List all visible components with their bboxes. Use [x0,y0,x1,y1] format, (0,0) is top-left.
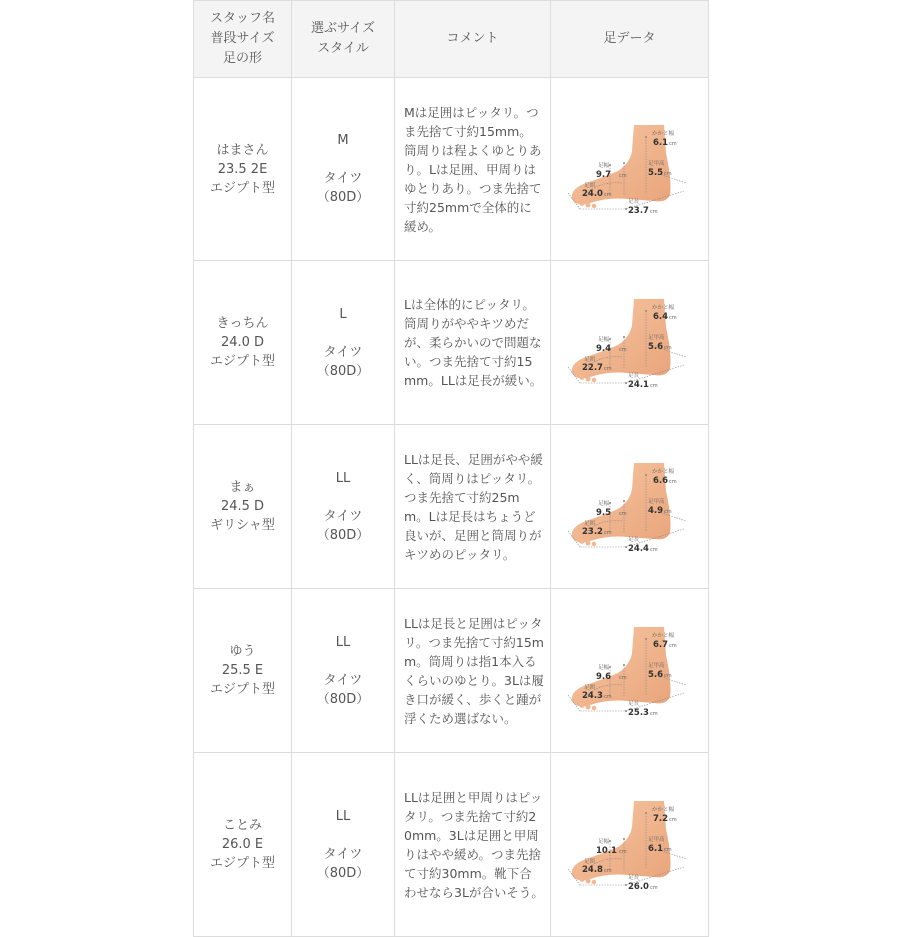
foot-width-value: 9.4 [595,343,611,354]
foot-width-value: 9.5 [595,507,611,518]
foot-diagram [568,461,692,553]
girth-value: 24.0 [581,189,603,199]
staff-cell [194,425,292,589]
size-cell [292,589,395,753]
length-label: 足長 [627,536,639,543]
heel-width-unit: cm [668,816,677,823]
header-foot-data: 足データ [551,1,709,78]
girth-unit: cm [603,693,612,700]
heel-width-value: 6.7 [652,639,668,650]
staff-cell [194,753,292,937]
instep-value: 5.6 [647,341,663,352]
girth-label: 足囲 [583,520,595,527]
table-row [194,589,709,753]
length-unit: cm [649,382,658,389]
chosen-size: LL [335,808,351,824]
length-unit: cm [649,884,658,891]
length-unit: cm [649,710,658,717]
girth-value: 22.7 [581,362,603,373]
foot-data-cell [551,78,709,261]
instep-label: 足甲高 [647,498,665,505]
length-label: 足長 [627,700,639,707]
heel-width-label: かかと幅 [651,806,674,813]
length-unit: cm [649,546,658,553]
girth-value: 24.8 [581,864,603,875]
table-row [194,78,709,261]
table-row [194,425,709,589]
girth-label: 足囲 [583,858,595,865]
girth-unit: cm [603,192,612,198]
header-staff-line2: 普段サイズ [210,31,275,46]
comment-cell: Lは全体的にピッタリ。筒周りがややキツめだが、柔らかいので問題ない。つま先捨て寸約15mm。LLは足長が緩い。 [395,261,551,425]
heel-width-label: かかと幅 [651,304,674,311]
length-unit: cm [649,209,658,215]
size-comparison-table [193,0,709,937]
header-staff-line1: スタッフ名 [209,11,275,26]
foot-data-cell [551,261,709,425]
foot-diagram [568,625,692,717]
style-name: タイツ [323,508,363,524]
instep-value: 4.9 [647,505,663,516]
instep-value: 5.5 [647,168,663,178]
girth-value: 23.2 [581,526,603,537]
header-row [194,1,709,78]
usual-size: 24.0 D [220,335,265,350]
heel-width-unit: cm [668,478,677,485]
usual-size: 23.5 2E [217,161,268,177]
foot-data-cell [551,425,709,589]
foot-width-label: 足幅 [597,336,609,343]
comment-cell: LLは足長、足囲がやや緩く、筒周りはピッタリ。つま先捨て寸約25mm。Lは足長はちょうど良いが、足囲と筒周りがキツめのピッタリ。 [395,425,551,589]
instep-unit: cm [663,672,672,679]
denier: （80D） [316,691,370,707]
staff-name: きっちん [216,316,269,331]
style-name: タイツ [323,672,363,688]
chosen-size: LL [335,470,351,486]
size-cell [292,425,395,589]
foot-width-value: 10.1 [595,845,617,856]
heel-width-label: かかと幅 [651,131,674,137]
instep-label: 足甲高 [647,161,665,167]
heel-width-value: 6.1 [652,138,668,148]
staff-cell [194,78,292,261]
girth-unit: cm [603,365,612,372]
staff-cell [194,261,292,425]
foot-shape: エジプト型 [209,856,275,871]
usual-size: 26.0 E [221,837,264,852]
header-comment: コメント [395,1,551,78]
foot-shape: ギリシャ型 [210,518,275,533]
header-size-line2: スタイル [317,41,369,56]
staff-name: ゆう [229,644,256,659]
chosen-size: L [339,306,347,322]
length-label: 足長 [627,874,639,881]
header-staff-line3: 足の形 [222,51,262,66]
size-cell [292,753,395,937]
table-row [194,753,709,937]
girth-label: 足囲 [583,684,595,691]
instep-unit: cm [663,508,672,515]
heel-width-value: 6.6 [652,475,668,486]
comment-cell: LLは足囲と甲周りはピッタリ。つま先捨て寸約20mm。3Lは足囲と甲周りはやや緩め。つま先捨て寸約30mm。靴下合わせなら3Lが合いそう。 [395,753,551,937]
heel-width-unit: cm [668,141,677,147]
staff-name: まぁ [229,480,256,495]
size-cell [292,261,395,425]
denier: （80D） [316,363,370,379]
foot-data-cell [551,589,709,753]
foot-width-unit: cm [618,173,627,179]
staff-cell [194,589,292,753]
denier: （80D） [316,527,370,543]
style-name: タイツ [323,344,363,360]
instep-unit: cm [663,344,672,351]
heel-width-label: かかと幅 [651,632,674,639]
foot-shape: エジプト型 [209,682,275,697]
foot-diagram [568,297,692,389]
foot-width-unit: cm [618,674,627,681]
staff-name: はまさん [216,142,269,158]
foot-diagram [568,123,692,215]
length-value: 24.4 [627,543,649,553]
length-label: 足長 [627,199,639,205]
foot-width-value: 9.6 [595,671,611,682]
foot-width-unit: cm [618,510,627,517]
heel-width-value: 7.2 [652,813,668,824]
foot-width-unit: cm [618,848,627,855]
instep-label: 足甲高 [647,334,665,341]
denier: （80D） [316,865,370,881]
length-value: 26.0 [627,881,649,891]
usual-size: 25.5 E [221,663,264,678]
heel-width-value: 6.4 [652,311,668,322]
girth-label: 足囲 [583,356,595,363]
staff-name: ことみ [222,818,262,833]
header-size-line1: 選ぶサイズ [311,21,375,36]
foot-width-unit: cm [618,346,627,353]
girth-unit: cm [603,529,612,536]
usual-size: 24.5 D [220,499,265,514]
instep-label: 足甲高 [647,662,665,669]
foot-width-label: 足幅 [597,500,609,507]
foot-width-label: 足幅 [597,163,609,169]
header-staff [194,1,292,78]
chosen-size: LL [335,634,351,650]
foot-data-cell [551,753,709,937]
instep-value: 6.1 [647,843,663,854]
foot-shape: エジプト型 [209,354,275,369]
length-value: 23.7 [627,206,649,215]
comment-cell: LLは足長と足囲はピッタリ。つま先捨て寸約15mm。筒周りは指1本入るくらいのゆとり。3Lは履き口が緩く、歩くと踵が浮くため選ばない。 [395,589,551,753]
comment-cell: Mは足囲はピッタリ。つま先捨て寸約15mm。筒周りは程よくゆとりあり。Lは足囲、甲周りはゆとりあり。つま先捨て寸約25mmで全体的に緩め。 [395,78,551,261]
girth-label: 足囲 [583,183,595,189]
length-value: 25.3 [627,707,649,717]
foot-width-label: 足幅 [597,664,609,671]
header-size [292,1,395,78]
foot-diagram [568,799,692,891]
instep-value: 5.6 [647,669,663,680]
foot-width-label: 足幅 [597,838,609,845]
size-cell [292,78,395,261]
denier: （80D） [316,190,370,205]
instep-unit: cm [663,846,672,853]
chosen-size: M [337,133,349,148]
style-name: タイツ [323,171,363,186]
heel-width-unit: cm [668,642,677,649]
table-row [194,261,709,425]
girth-unit: cm [603,867,612,874]
style-name: タイツ [323,846,363,862]
foot-width-value: 9.7 [595,170,611,180]
instep-unit: cm [663,171,672,177]
length-value: 24.1 [627,379,649,389]
foot-shape: エジプト型 [209,180,275,196]
instep-label: 足甲高 [647,836,665,843]
length-label: 足長 [627,372,639,379]
heel-width-label: かかと幅 [651,468,674,475]
girth-value: 24.3 [581,690,603,701]
heel-width-unit: cm [668,314,677,321]
